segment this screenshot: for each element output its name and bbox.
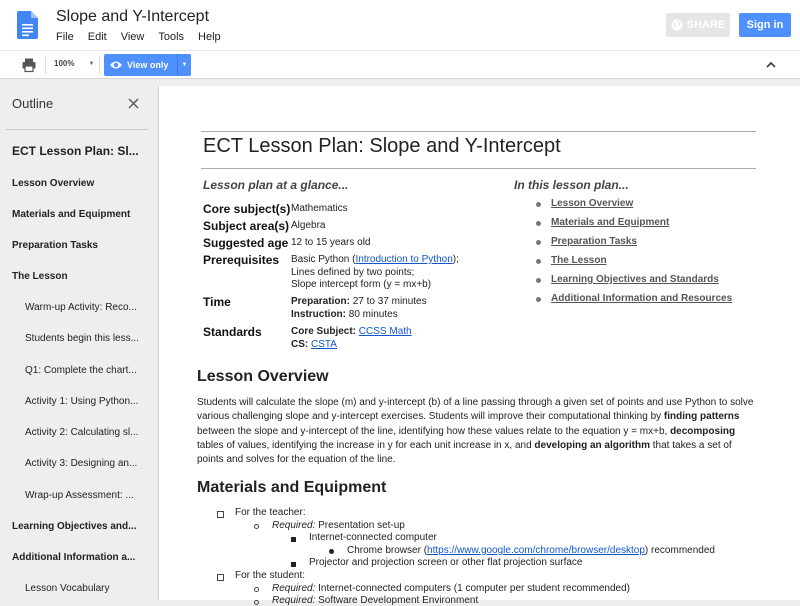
document-title: Slope and Y-Intercept: [56, 8, 210, 25]
outline-item[interactable]: ECT Lesson Plan: Sl...: [12, 144, 139, 158]
globe-icon: [671, 19, 683, 31]
toc-link[interactable]: Lesson Overview: [551, 198, 634, 209]
outline-item[interactable]: Activity 2: Calculating sl...: [25, 427, 139, 438]
toc-link[interactable]: The Lesson: [551, 255, 607, 266]
outline-item[interactable]: Activity 1: Using Python...: [25, 396, 139, 407]
outline-item[interactable]: Preparation Tasks: [12, 240, 98, 251]
prereq-text: Basic Python (: [291, 254, 356, 265]
prep-value: 27 to 37 minutes: [352, 296, 427, 307]
instruction-label: Instruction:: [291, 308, 346, 320]
chrome-item: Chrome browser (https://www.google.com/chrome/browser/desktop) recommended: [347, 545, 715, 556]
bullet: [536, 202, 541, 207]
core-std-label: Core Subject:: [291, 326, 357, 337]
bullet: [536, 259, 541, 264]
outline-divider: [6, 129, 148, 130]
csta-link[interactable]: CSTA: [311, 338, 337, 350]
student-required-2: Required: Software Development Environment: [272, 595, 479, 606]
student-item: For the student:: [235, 570, 306, 581]
glance-heading: Lesson plan at a glance...: [203, 178, 349, 192]
circle-bullet: [254, 600, 259, 605]
toolbar: [0, 50, 800, 79]
toc-link[interactable]: Materials and Equipment: [551, 217, 670, 228]
subject-area-value: Algebra: [291, 220, 326, 231]
bullet: [536, 240, 541, 245]
zoom-value: 100%: [54, 59, 75, 68]
outline-item[interactable]: Lesson Overview: [12, 178, 95, 189]
print-icon[interactable]: [21, 57, 37, 73]
menu-tools[interactable]: Tools: [158, 31, 185, 43]
close-icon[interactable]: [128, 98, 139, 109]
prep-label: Preparation:: [291, 296, 350, 307]
outline-item[interactable]: Warm-up Activity: Reco...: [25, 302, 137, 313]
prerequisites-value: [291, 254, 521, 292]
teacher-item: For the teacher:: [235, 507, 306, 518]
toolbar-divider: [99, 57, 100, 74]
student-required: Required: Internet-connected computers (1 computer per student recommended): [272, 583, 630, 594]
chevron-down-icon: ▼: [88, 60, 95, 67]
outline-item[interactable]: Lesson Vocabulary: [25, 583, 110, 594]
chevron-up-icon[interactable]: [765, 59, 777, 71]
cs-std-label: CS:: [291, 338, 309, 350]
toc-link[interactable]: Preparation Tasks: [551, 236, 637, 247]
toc-heading: In this lesson plan...: [514, 178, 629, 192]
toolbar-divider: [45, 57, 46, 74]
title-rule: [201, 131, 756, 132]
prereq-text: );: [452, 254, 459, 265]
square-bullet: [217, 511, 224, 518]
menu-view[interactable]: View: [120, 31, 145, 43]
prereq-text: Lines defined by two points;: [291, 266, 415, 278]
intro-python-link[interactable]: Introduction to Python: [355, 254, 453, 265]
bullet: [536, 297, 541, 302]
prereq-text: Slope intercept form (y = mx+b): [291, 279, 432, 290]
dot-bullet: [329, 549, 334, 554]
suggested-age-label: Suggested age: [203, 236, 289, 250]
projector-item: Projector and projection screen or other flat projection surface: [309, 557, 583, 568]
outline-item[interactable]: Materials and Equipment: [12, 209, 131, 220]
circle-bullet: [254, 587, 259, 592]
zoom-select[interactable]: [54, 59, 94, 68]
lesson-overview-text: Students will calculate the slope (m) and y-intercept (b) of a line passing through a given set of points and use Python to solve various challenging slope and y-intercept exercises. Students will improve their computational thinking by finding patterns between the slope and y-intercept of the line, identifying how these values relate to the equation y = mx+b, decomposing tables of values, identifying the increase in y for each unit increase in x, and developing an algorithm that takes a set of points and solves for the equation of the line.: [197, 397, 754, 466]
ccss-math-link[interactable]: CCSS Math: [358, 326, 412, 337]
computer-item: Internet-connected computer: [309, 532, 437, 543]
sign-in-button[interactable]: Sign in: [739, 13, 791, 37]
menu-edit[interactable]: Edit: [87, 31, 107, 43]
time-value: [291, 296, 521, 321]
core-subject-value: Mathematics: [291, 203, 348, 214]
view-mode-label: View only: [127, 60, 169, 70]
bullet: [536, 221, 541, 226]
share-button[interactable]: [666, 13, 730, 37]
eye-icon: [109, 58, 123, 72]
square-bullet: [217, 574, 224, 581]
outline-item[interactable]: Additional Information a...: [12, 552, 136, 563]
menu-file[interactable]: File: [56, 31, 74, 43]
toc-link[interactable]: Additional Information and Resources: [551, 293, 733, 304]
chrome-download-link[interactable]: https://www.google.com/chrome/browser/desktop: [427, 545, 645, 556]
prerequisites-label: Prerequisites: [203, 253, 280, 267]
subject-area-label: Subject area(s): [203, 219, 290, 233]
outline-item[interactable]: Learning Objectives and...: [12, 521, 137, 532]
outline-item[interactable]: Students begin this less...: [25, 333, 139, 344]
square-filled-bullet: [291, 562, 296, 567]
google-docs-icon[interactable]: [17, 11, 38, 39]
teacher-required: Required: Presentation set-up: [272, 520, 405, 531]
chevron-down-icon[interactable]: ▼: [177, 54, 191, 76]
standards-label: Standards: [203, 325, 262, 339]
outline-heading: Outline: [12, 96, 54, 111]
lesson-overview-heading: Lesson Overview: [197, 368, 329, 385]
suggested-age-value: 12 to 15 years old: [291, 237, 371, 248]
toc-link[interactable]: Learning Objectives and Standards: [551, 274, 719, 285]
title-rule: [201, 168, 756, 169]
menu-help[interactable]: Help: [198, 31, 221, 43]
app-header: [0, 0, 800, 50]
outline-item[interactable]: Activity 3: Designing an...: [25, 458, 138, 469]
square-filled-bullet: [291, 537, 296, 542]
core-subject-label: Core subject(s): [203, 202, 291, 216]
view-mode-button[interactable]: [104, 54, 191, 76]
outline-item[interactable]: The Lesson: [12, 271, 68, 282]
outline-item[interactable]: Wrap-up Assessment: ...: [25, 490, 134, 501]
doc-heading: ECT Lesson Plan: Slope and Y-Intercept: [203, 135, 561, 157]
circle-bullet: [254, 524, 259, 529]
time-label: Time: [203, 295, 231, 309]
outline-panel: [0, 80, 157, 600]
materials-heading: Materials and Equipment: [197, 479, 387, 496]
bullet: [536, 278, 541, 283]
standards-value: [291, 326, 521, 351]
outline-item[interactable]: Q1: Complete the chart...: [25, 365, 137, 376]
document-page: [158, 86, 800, 606]
share-label: SHARE: [686, 19, 726, 31]
menu-bar: [56, 31, 235, 43]
instruction-value: 80 minutes: [348, 308, 398, 320]
